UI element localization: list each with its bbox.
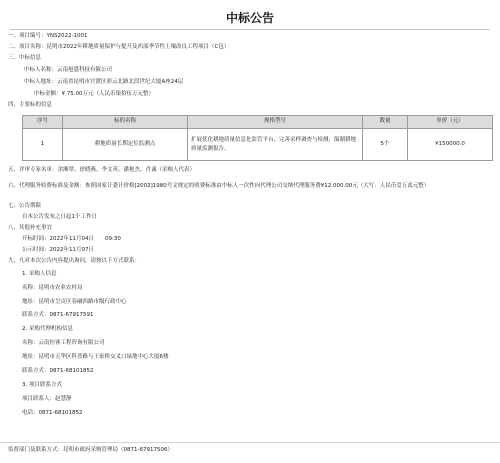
cell-index: 1 (23, 129, 63, 161)
col-spec-header: 规格型号 (188, 116, 363, 129)
table-row (23, 129, 493, 161)
section-other: 八、其他补充事宜 (8, 225, 53, 231)
section-award-info: 三、中标信息 (8, 55, 42, 61)
publicity-time: 公示时间：2022年11月07日 (22, 247, 94, 253)
opening-time: 开标时间：2022年11月04日 09:30 (22, 236, 121, 242)
cell-qty: 5个 (363, 129, 408, 161)
title-divider (10, 29, 490, 30)
purchaser-address: 地址：昆明市呈贡区春融西路市级行政中心 (22, 299, 127, 305)
page-title: 中标公告 (225, 11, 274, 25)
notice-period-text: 自本公告发布之日起1个工作日 (22, 214, 98, 220)
purchaser-phone: 联系方式：0871-67917591 (22, 312, 94, 318)
project-contact-phone: 电话：0871-68101852 (22, 410, 83, 416)
cell-spec: 扩展优化耕地质量信息化监管平台，完善采样调查与检测，编制耕地质量监测报告。 (188, 129, 363, 161)
section-contact: 九、凡对本次公告内容提出询问，请按以下方式联系： (8, 258, 141, 264)
agency-name: 名称：云南恒睿工程咨询有限公司 (22, 340, 105, 346)
section-items: 四、主要标的信息 (8, 102, 53, 108)
items-table (22, 115, 493, 161)
footer-divider (0, 442, 500, 443)
section-notice-period: 七、公告期限 (8, 203, 42, 209)
col-qty-header: 数量 (363, 116, 408, 129)
winner-address: 中标人地址：云南省昆明市官渡区彩云北路北段世纪大厦A座24层 (24, 79, 184, 85)
review-experts: 五、评审专家名单：余湘翠、徐晓燕、李文英、潘艳杰、肖诚（采购人代表） (8, 167, 196, 173)
project-name: 二、项目名称：昆明市2022年耕地质量保护与提升及西部季节性土壤改良工程项目（C包） (8, 44, 230, 50)
agency-phone: 联系方式：0871-68101852 (22, 368, 94, 374)
cell-price: ¥150000.0 (408, 129, 493, 161)
purchaser-heading: 1. 采购人信息 (22, 271, 57, 277)
col-index-header: 序号 (23, 116, 63, 129)
winner-amount: 中标金额：¥ 75.00万元（人民币柒拾伍万元整） (34, 91, 154, 97)
agency-fee: 六、代理服务收费标准及金额：参照国家计委计价格[2002]1980号文规定的收费标准由中标人一次性向代理公司交纳代理服务费¥12,000.00元（大写：人民币壹万贰元整） (8, 183, 430, 189)
table-header-row (23, 116, 493, 129)
purchaser-name: 名称：昆明市农业农村局 (22, 285, 83, 291)
project-number: 一、项目编号：YNS2022-1001 (8, 33, 88, 39)
cell-name: 耕地质量长期定位监测点 (63, 129, 188, 161)
agency-address: 地址：昆明市五华区科普路与王家桥交叉口绿地中心大厦6楼 (22, 354, 169, 360)
col-name-header: 标的名称 (63, 116, 188, 129)
col-price-header: 单价（元） (408, 116, 493, 129)
winner-name: 中标人名称：云南旭盛科技有限公司 (24, 67, 113, 73)
project-contact-heading: 3. 项目联系方式 (22, 382, 62, 388)
agency-heading: 2. 采购代理机构信息 (22, 326, 73, 332)
project-contact-person: 项目联系人：赵慧静 (22, 396, 72, 402)
supervision-contact: 监督部门及联系方式：昆明市政府采购管理局（0871-67917506） (8, 447, 173, 453)
